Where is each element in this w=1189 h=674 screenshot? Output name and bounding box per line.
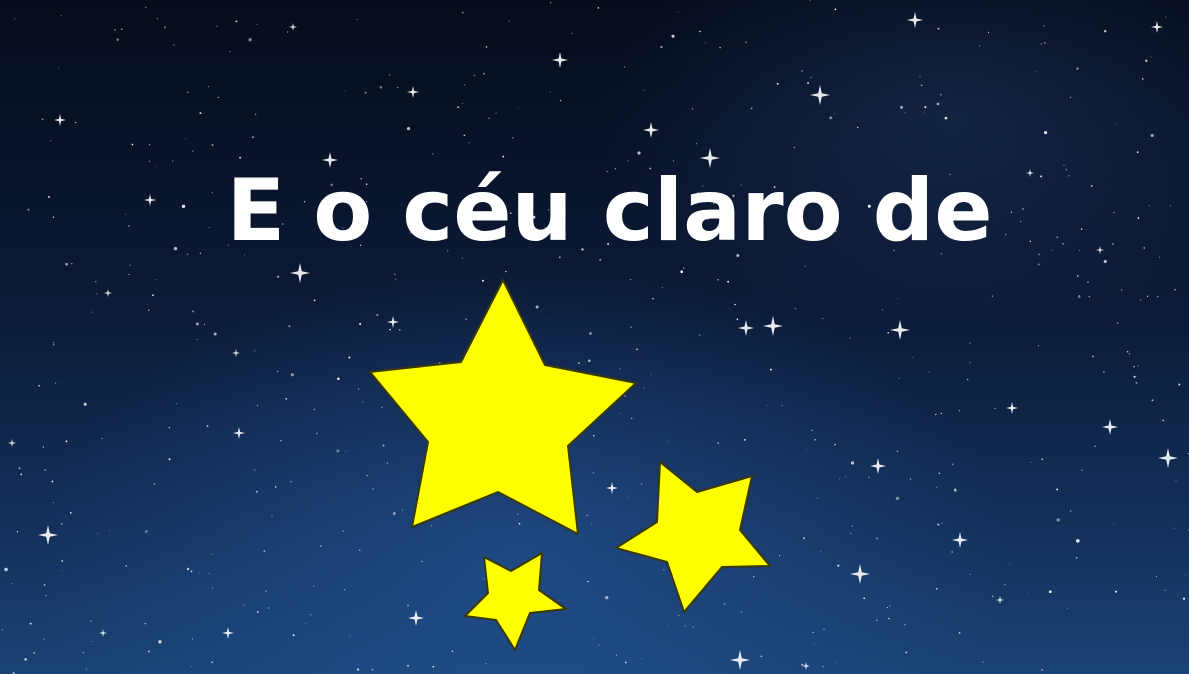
caption-word-rest: o céu claro de [313,161,993,261]
medium-star-icon [616,462,770,612]
large-star-icon [370,280,636,534]
small-star-icon [465,553,566,650]
caption-word-e: E [226,161,286,261]
